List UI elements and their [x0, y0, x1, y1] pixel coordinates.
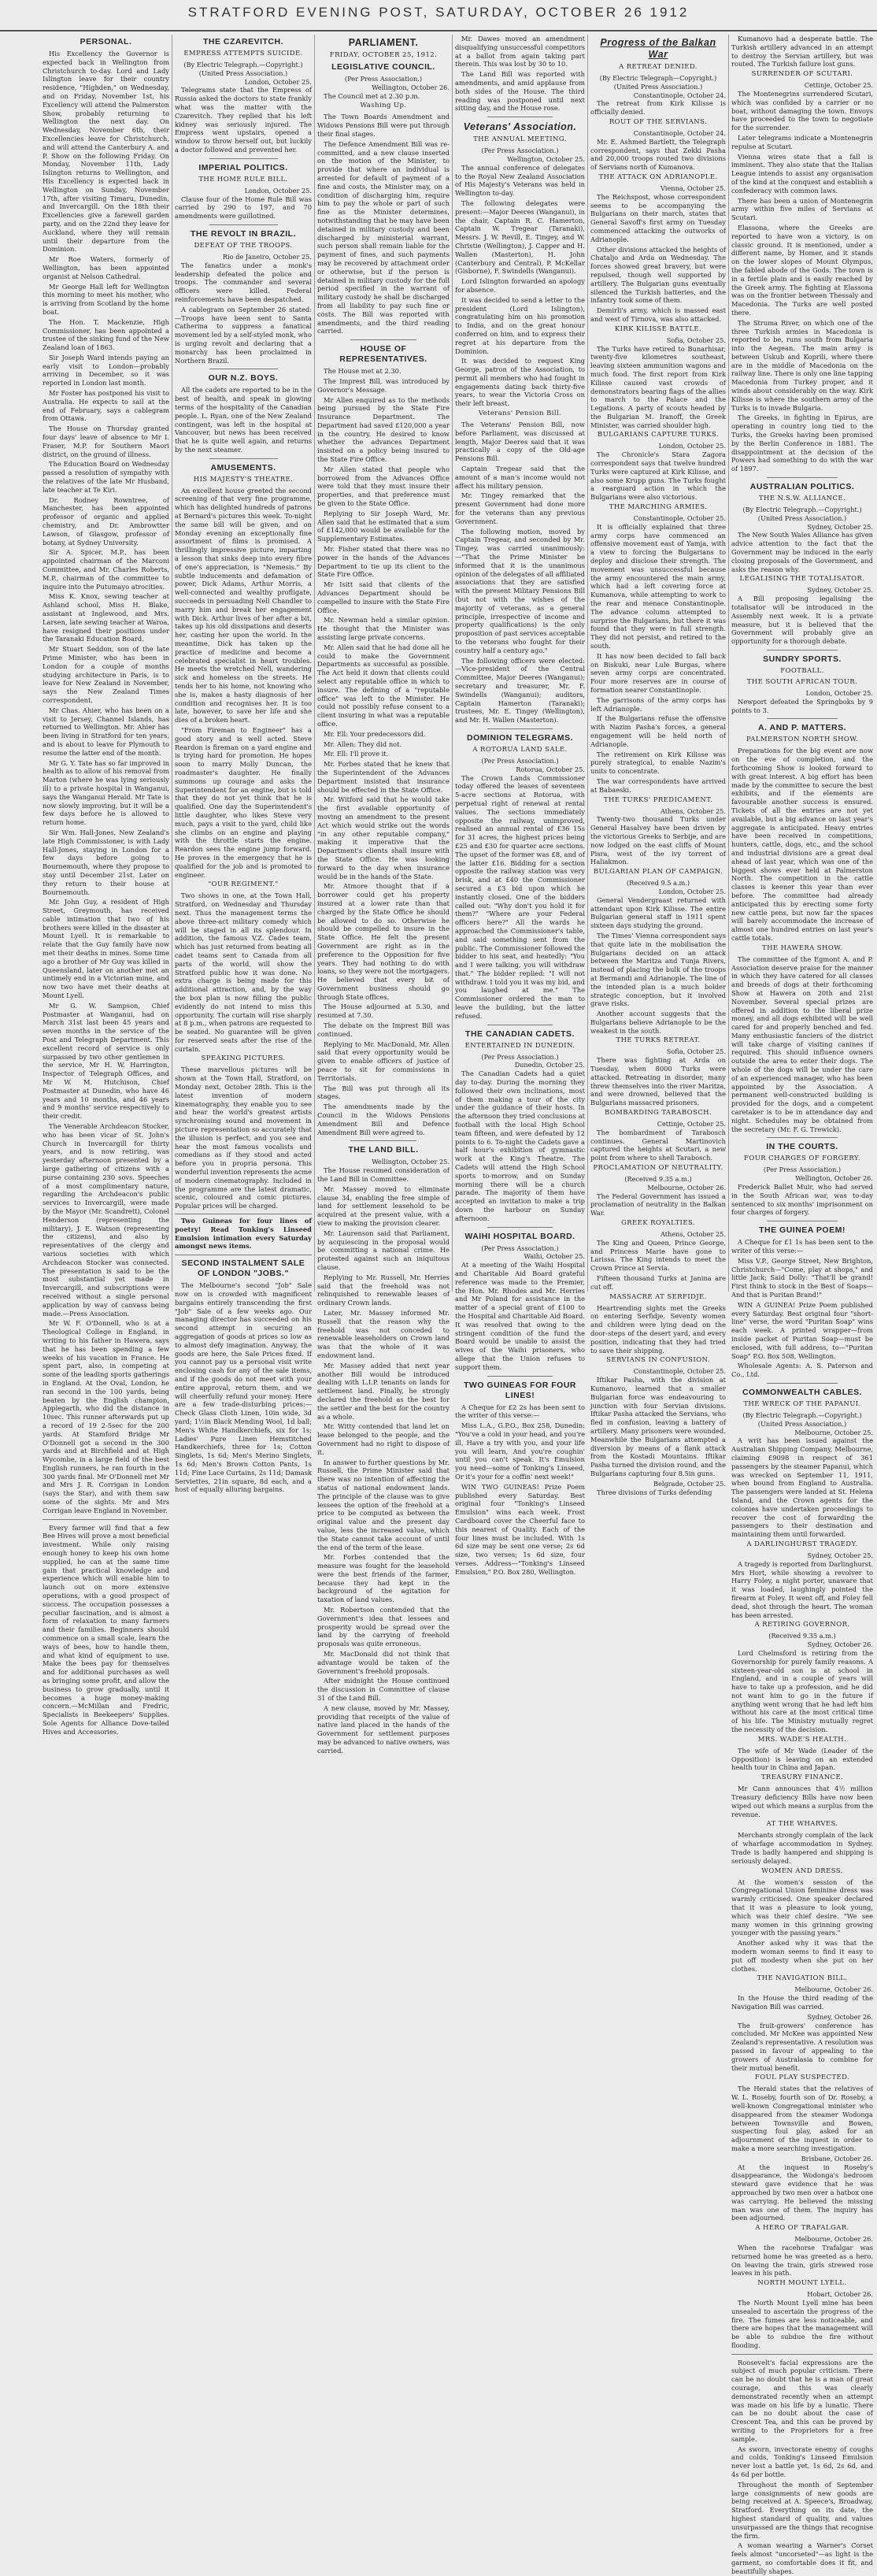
article-paragraph: Other divisions attacked the heights of Chataljo and Arda on Wednesday. The forces showed great bravery, but were repulsed, though well supported by artillery. The Bulgarian guns eventually silenced the Turkish batteries, and the infantry took some of them.	[590, 245, 726, 305]
article-paragraph: Fifteen thousand Turks at Janina are cut off.	[590, 1274, 726, 1291]
article-paragraph: A Bill proposing legalising the totalisator will be introduced in the Assembly next week. It is a private measure, but it is believed that the Government will probably give an opportunity for a thorough debate.	[731, 595, 873, 646]
article-paragraph: The Bill was put through all its stages.	[317, 1084, 450, 1101]
wire-credit: (By Electric Telegraph.—Copyright.) (United Press Association.)	[742, 506, 862, 522]
article-paragraph: A cablegram on September 26 stated:—Troops have been sent to Santa Catherina to suppress a fanatical movement led by a self-styled monk, who is urging revolt and declaring that a monarchy has been proclaimed in Northern Brazil.	[175, 305, 312, 365]
article-paragraph: Mr. Massey added that next year another Bill would be introduced dealing with L.I.P. tenants on lands for settlement land. Finally, he strongly declared the freehold as the best for the settler and the best for the country as a whole.	[317, 1361, 450, 1421]
section-heading-personal: PERSONAL.	[80, 37, 132, 46]
subheadline: THE HAWERA SHOW.	[762, 943, 842, 952]
dateline: Wellington, October 25.	[507, 154, 585, 163]
subheadline: THE ATTACK ON ADRIANOPLE.	[598, 172, 718, 181]
article-paragraph: Sir A. Spicer, M.P., has been appointed chairman of the Marconi Committee, and Mr. Charles Roberts, M.P., chairman of the committee to inquire into the Putumayo atrocities.	[43, 548, 169, 591]
article-paragraph: The following motion, moved by Captain Tregear, and seconded by Mr. Tingey, was carried unanimously:—"That the Prime Minister be informed that it is the unanimous opinion of the delegates of all affiliated associations that they are satisfied with the present Military Pensions Bill (but not with the wishes of the majority of veterans, as a general principle, irrespective of income and property qualifications) is the only proposition of past services acceptable to the veterans who fought for their country half a century ago."	[455, 527, 585, 654]
article-paragraph: Miss L.A., G.P.O., Box 258, Dunedin: "You've a cold in your head, and you're ill, Have a try with you, and your life you will learn, And you're coughin' until you can't speak. It's Emulsion you need—some of Tonking's Linseed, Or it's your for a coffin' next week!"	[455, 1421, 585, 1481]
article-paragraph: There was fighting at Arda on Tuesday, when 8000 Turks were attacked. Retreating in disorder, many threw themselves into the river Maritza, and were drowned, believed that the Bulgarians massacred prisoners.	[590, 1056, 726, 1107]
subheadline: GREEK ROYALTIES.	[621, 1219, 695, 1228]
article-paragraph: A writ has been issued against the Australian Shipping Company, Melbourne, claiming £9098 in respect of 361 passengers by the steamer Papanui, which was wrecked on September 11, 1911, when bound from England to Australia. The passengers were landed at St. Helena Island, and the Crown agents for the colonies have undertaken proceedings to recover the cost of forwarding the passengers to their destination and maintaining them until forwarded.	[731, 1436, 873, 1539]
dateline: London, October 25.	[805, 689, 873, 697]
article-paragraph: The Greeks, in fighting in Epirus, are operating in country long tied to the Turks, the Greeks having been promised by the Berlin Conference in 1881. The disappointment at the decision of the Powers had something to do with the war of 1897.	[731, 413, 873, 473]
article-paragraph: Mr. Allen said that he had done all he could to make the Government Departments as successful as possible. The Act held it down that clients could select any reputable office in which to insure. The defining of a "reputable office" was left to the Minister. He could not possibly refuse consent to a client insuring in what was a reputable office.	[317, 643, 450, 728]
subheadline: TREASURY FINANCE.	[760, 1774, 844, 1782]
headline-legislative-council: LEGISLATIVE COUNCIL.	[331, 62, 435, 72]
article-paragraph: Mr Allen stated that people who borrowed from the Advances Office were told that they must insure their properties, and that preference must be given to the State Office.	[317, 465, 450, 508]
headline-canadian-cadets: THE CANADIAN CADETS.	[465, 1029, 575, 1039]
dateline: Wellington, October 25.	[372, 1158, 450, 1166]
subheadline: AT THE WHARVES.	[766, 1820, 838, 1829]
article-paragraph: Replying to Mr. MacDonald, Mr. Allen said that every opportunity would be given to enable officers of justice of peace to sit for commissions in Territorials.	[317, 1040, 450, 1082]
wire-credit: (Received 9.5 a.m.)	[626, 879, 690, 888]
article-paragraph: Mr. Allen: They did not.	[324, 739, 402, 748]
subheadline: ENTERTAINED IN DUNEDIN.	[464, 1041, 575, 1050]
article-paragraph: Mr. Dawes moved an amendment disqualifying unsuccessful competitors at a ballot from again taking part therein. This was lost by 30 to 10.	[455, 35, 585, 69]
article-paragraph: The Council met at 2.30 p.m.	[324, 91, 420, 100]
article-paragraph: Mr. Witty contended that land let on lease belonged to the people, and the Government had no right to dispose of it.	[317, 1422, 450, 1456]
dateline: Sydney, October 26.	[807, 2012, 873, 2021]
article-paragraph: Replying to Sir Joseph Ward, Mr. Allen said that he estimated that a sum of £142,000 would be available for the Supplementary Estimates.	[317, 509, 450, 543]
subheadline: THE HOME RULE BILL.	[198, 175, 288, 183]
article-paragraph: Later telegrams indicate a Montenegrin repulse at Scutari.	[731, 133, 873, 150]
dateline: Constantinople, October 25.	[633, 514, 726, 523]
article-paragraph: A woman wearing a Warner's Corset feels almost "uncorseted"—as light is the garment, so comfortable does it fit, and beautifully shapes.	[731, 2541, 873, 2575]
article-paragraph: General Vendergraast returned with attendant upon Kirk Kilisse. The entire Bulgarian general staff in 1911 spent sixteen days studying the ground.	[590, 895, 726, 930]
dateline: Sydney, October 25.	[807, 1551, 873, 1559]
article-paragraph: The garrisons of the army corps has left Adrianople.	[590, 695, 726, 713]
divider	[767, 1383, 838, 1384]
divider	[209, 458, 278, 459]
article-paragraph: Mr. MacDonald did not think that advantage would be taken of the Government's freehold proposals.	[317, 1650, 450, 1675]
article-paragraph: Mr. Robertson contended that the Government's idea that lessees and prosperity would be spread over the land by the carrying of freehold proposals was quite erroneous.	[317, 1606, 450, 1648]
article-paragraph: The retreat from Kirk Kilisse is officially denied.	[590, 99, 726, 117]
wire-credit: (Per Press Association.)	[481, 1244, 559, 1252]
article-paragraph: Throughout the month of September large consignments of new goods are being received at A. Speece's, Broadway, Stratford. Everything on its date, the highest standard of quality, and values unsurpassed are the things that recognise the firm.	[731, 2480, 873, 2540]
article-paragraph: Two shows in one, at the Town Hall, Stratford, on Wednesday and Thursday next. Thus the management terms the above three-act military comedy which will be staged in all its splendour. In addition, the famous V.Z. Cades team, which has just returned from beating all cadet teams sent to Canada from all parts of the world, will show the Stratford public how it was done. No extra charge is being made for this additional attraction, and, by the way the box plan is now filling the public evidently do not intend to miss this opportunity. The curtain will rise sharply at 8 p.m., when patrons are requested to be seated. No guarantee will be given for reserved seats after the rise of the curtain.	[175, 891, 312, 1053]
article-paragraph: The retirement on Kirk Kilisse was purely strategical, to enable Nazim's units to concentrate.	[590, 750, 726, 776]
article-paragraph: The following officers were elected:—Vice-president of the Central Committee, Major Deeres (Wanganui); secretary and treasurer, Mr. F. Swindells (Wanganui); auditors, Captain Hamerton (Taranaki); trustees, Mr. E. Tingey (Wellington), and Mr. H. Wallen (Masterton).	[455, 656, 585, 725]
article-paragraph: Captain Tregear said that the amount of a man's income would not affect his military pension.	[455, 465, 585, 490]
article-paragraph: "From Fireman to Engineer" has a good story and is well acted. Steve Reardon is fireman on a yard engine and is trying hard for promotion. He hopes soon to marry Molly Duncan, the roadmaster's daughter. He finally summons up courage and asks the Superintendent for an engine, but is told that they do not yet think that he is qualified. One day the Superintendent's little daughter, who likes Steve very much, pays a visit to the yard, child like she climbs on an engine and playing with the throttle starts the engine. Reardon sees the engine jump forward. He proves in the emergency that he is qualified for the job and is promoted to engineer.	[175, 726, 312, 879]
article-paragraph: Sir Joseph Ward intends paying an early visit to London—probably arriving in December, so it was reported in London last month.	[43, 353, 169, 387]
dateline: Belgrade, October 25.	[653, 1479, 726, 1488]
headline-two-guineas: TWO GUINEAS FOR FOUR LINES!	[464, 1380, 576, 1400]
article-paragraph: The Chronicle's Stara Zagora correspondent says that twelve hundred Turks were captured at Kirk Kilisse, and also some Krupp guns. The Turks fought a rearguard action in which the Bulgarians were also victorious.	[590, 450, 726, 502]
wire-credit: (By Electric Telegraph.—Copyright.) (United Press Association.)	[183, 61, 303, 77]
dateline: Sofia, October 25.	[666, 335, 726, 344]
article-paragraph: The committee of the Egmont A. and P. Association deserve praise for the manner in which they have catered for all classes and breeds of dogs at their forthcoming Show at Hawera on 20th and 21st November. Several special prizes are offered in addition to the liberal prize money, and all dogs exhibited will be well cared for and properly benched and fed. Many enthusiastic fanciers of the district will take charge of visiting canines if required. This should influence owners outside the area to enter their dogs. The whole of the dogs will be under the care of an experienced manager, who has been appointed by the Association. A permanent well-constructed building is provided for the dogs, and a competent caretaker is to be in attendance day and night. Schedules may be obtained from the secretary (Mr. F. G. Trewick).	[731, 954, 873, 1133]
wire-credit: (Per Press Association.)	[344, 75, 423, 83]
dateline: Dunedin, October 25.	[514, 1061, 585, 1069]
headline-parliament: PARLIAMENT.	[348, 37, 419, 48]
article-paragraph: The annual conference of delegates to the Royal New Zealand Association of His Majesty's Veterans was held in Wellington to-day.	[455, 163, 585, 198]
dateline: Sofia, October 25.	[666, 1047, 726, 1056]
dateline: London, October 25.	[658, 887, 726, 895]
subheadline: MASSACRE AT SERFIDJE.	[609, 1292, 707, 1301]
article-paragraph: WIN TWO GUINEAS! Prize Poem published every Saturday. Best original four "Tonking's Linseed Emulsion" wins each week. Frost Cardboard cover the Cheerful face to this nearest of Quality. Each of the four lines must be included. With 1s 6d size may be sent one verse; 2s 6d size, two verses; 1s 6d size, four verses. Address—"Tonking's Linseed Emulsion," P.O. Box 280, Wellington.	[455, 1482, 585, 1576]
article-paragraph: His Excellency the Governor is expected back in Wellington from Christchurch to-day. Lord and Lady Islington leave for their country residence, "Highden," on Wednesday, and on Friday, November 1st, his Excellency will attend the Palmerston Show, probably returning to Wellington the next day. On Wednesday, November 6th, their Excellencies leave for Christchurch, and will attend the Canterbury A. and P. Show on the following Friday. On Monday, November 11th, Lady Islington returns to Wellington, and His Excellency is expected back in Wellington on Sunday, November 17th, after visiting Timaru, Dunedin, and Invercargill. On the 18th their Excellencies give a farewell garden party, and on the 22nd they leave for Auckland, where they will remain until their departure from the Dominion.	[43, 50, 169, 254]
article-paragraph: The Hon. T. Mackenzie, High Commissioner, has been appointed a trustee of the sinking fund of the New Zealand loan of 1863.	[43, 317, 169, 352]
subheadline: LEGALISING THE TOTALISATOR.	[739, 575, 865, 584]
wire-credit: (Received 9.35 a.m.)	[768, 1632, 836, 1640]
divider	[209, 158, 278, 159]
article-paragraph: Mr. John Guy, a resident of High Street, Greymouth, has received cable intimation that two of his brothers were killed in the disaster at Mount Lyell. It is remarkable to relate that the Guy family have now met their deaths in mines. Some time ago a brother of Mr Guy was killed in Queensland, later on another met an untimely end in a Victorian mine, and now two have met their deaths at Mount Lyell.	[43, 898, 169, 1000]
dateline: London, October 25.	[658, 442, 726, 450]
dateline: Brisbane, October 26.	[801, 2154, 873, 2163]
article-paragraph: The debate on the Imprest Bill was continued.	[317, 1021, 450, 1038]
dateline: Cettinje, October 25.	[804, 81, 873, 90]
wire-credit: (Per Press Association.)	[481, 146, 559, 155]
article-paragraph: Lord Chelmsford is retiring from the Governorship for purely family reasons. A sixteen-year-old son is at school in England, and in a couple of years will have to take up a profession, and he did not want him to go in the future if anything went wrong that he had left him without his care at the most critical time of his life. The Ministry mutually regret the necessity of the decision.	[731, 1648, 873, 1734]
subheadline: A RETIRING GOVERNOR.	[754, 1621, 850, 1629]
dateline: Melbourne, October 26.	[794, 1985, 873, 1994]
wire-credit: (Per Press Association.)	[481, 1052, 559, 1061]
article-paragraph: The Imprest Bill, was introduced by Governor's Message.	[317, 376, 450, 394]
subheadline: A ROTORUA LAND SALE.	[472, 745, 568, 754]
column-rule	[728, 35, 729, 1292]
article-paragraph: Roosevelt's facial expressions are the subject of much popular criticism. There can be no doubt that he is a man of great courage, and this was clearly demonstrated recently when an attempt was made on his life by a lunatic. There can be no doubt about the case of Crescent Tea, and this can be proved by writing to the Proprietors for a free sample.	[731, 2358, 873, 2443]
headline-balkan-war: Progress of the Balkan War	[600, 37, 716, 60]
headline-a-and-p-matters: A. AND P. MATTERS.	[757, 723, 847, 733]
article-paragraph: The King and Queen, Prince George, and Princess Marie have gone to Larissa. The King intends to meet the Crown Prince at Servia.	[590, 1238, 726, 1273]
article-paragraph: Mr. Forbes contended that the measure was fought for the leasehold were the best friends of the farmer, because they had kept in the background of the agitation for taxation of land values.	[317, 1553, 450, 1604]
article-paragraph: The Federal Government has issued a proclamation of neutrality in the Balkan War.	[590, 1192, 726, 1218]
article-paragraph: Replying to Mr. Russell, Mr. Herries said that the freehold was not relinquished to renewable leases of ordinary Crown lands.	[317, 1273, 450, 1307]
article-paragraph: The House on Thursday granted four days' leave of absence to Mr I. Fraser, M.P. for Southern Maori district, on the ground of illness.	[43, 424, 169, 458]
article-paragraph: Mr. E. Ashmed Bartlett, the Telegraph correspondent, says that Zekki Pasha and 20,000 troops routed two divisions of Servians north of Kumanova.	[590, 137, 726, 172]
article-paragraph: The House resumed consideration of the Land Bill in Committee.	[317, 1166, 450, 1184]
article-paragraph: The fanatics under a monk's leadership defeated the police and troops. The commander and several officers were killed. Federal reinforcements have been despatched.	[175, 261, 312, 303]
subheadline: FOUR CHARGES OF FORGERY.	[744, 1155, 860, 1163]
divider	[767, 1137, 838, 1138]
dateline: London, October 25.	[244, 186, 312, 195]
subheadline: THE ANNUAL MEETING.	[473, 135, 567, 144]
article-paragraph: The amendments made by the Council in the Widows Pensions Amendment Bill and Defence Amendment Bill were agreed to.	[317, 1103, 450, 1136]
subheadline: THE WRECK OF THE PAPANUI.	[743, 1399, 861, 1408]
headline-imperial-politics: IMPERIAL POLITICS.	[198, 162, 288, 172]
headline-land-bill: THE LAND BILL.	[348, 1145, 419, 1155]
article-paragraph: A Cheque for £1 1s has been sent to the writer of this verse:—	[731, 1238, 873, 1255]
article-paragraph: Mr Chas. Ahier, who has been on a visit to Jersey, Channel Islands, has returned to Wellington. Mr. Ahier has been living in Stratford for ten years, and is about to leave for Plymouth to resume the latter end of the month.	[43, 706, 169, 757]
divider	[350, 339, 416, 340]
subheadline: A DARLINGHURST TRAGEDY.	[746, 1540, 858, 1548]
advertisement-two-guineas	[175, 1214, 312, 1255]
article-paragraph: Mr Cann announces that 4½ million Treasury deficiency Bills have now been wiped out which means a surplus from the revenue.	[731, 1785, 873, 1818]
article-paragraph: When the racehorse Trafalgar was returned home he was greeted as a hero. On leaving the train, girls strewed rose leaves in his path.	[731, 2243, 873, 2278]
subheadline: MRS. WADE'S HEALTH.	[757, 1735, 847, 1744]
article-paragraph: The Melbourne's second "Job" Sale now on is crowded with magnificent bargains entirely transcending the first "Job" Sale of a few weeks ago. Our managing director has succeeded on his second attempt in securing an aggregation of goods at prices so low as to almost defy imagination. Anyway, the goods are here, the Sale Prices fixed. If you cannot pay us a personal visit write enclosing cash for any of the sale items, and if the goods do not meet with your entire approval, return them, and we will cheerfully refund your money. Here are a few trade-disturbing prices:—Check Glass Cloth Linen, 10in wide, 3d yard; 1½in Black Mending Wool, 1d ball; Men's White Handkerchiefs, six for 1s; Ladies' Pure Linen Hemstitched Handkerchiefs, three for 1s; Cotton Singlets, 1s 6d; Men's Merino Singlets, 1s 6d; Men's Brown Cotton Pants, 1s 11d; Fine Lace Curtains, 2s 11d; Damask Serviettes, 21in square, 8d each, and a host of equally alluring bargains.	[175, 1281, 312, 1494]
article-paragraph: Newport defeated the Springboks by 9 points to 3.	[731, 697, 873, 714]
article-paragraph: It has now been decided to fall back on Biskuki, near Lule Burgas, where seven army corps are concentrated. Four more reserves are in course of formation nearer Constantinople.	[590, 651, 726, 694]
subheadline: THE TURKS RETREAT.	[616, 1036, 701, 1045]
headline-sundry-sports: SUNDRY SPORTS.	[763, 654, 842, 664]
article-paragraph: An excellent house greeted the second screening of that very fine programme, which has delighted hundreds of patrons at Bernard's pictures this week. To-night the same bill will be given, and on Monday evening an exceptionally fine assortment of films is promised. A thrillingly impressive picture, imparting a lesson that sinks deep into every fibre of one's appreciation, is "Nemesis." By subtle inducements and defamation of power, Dick Adams, Arthur Morris, a well-connected and wealthy profligate, succeeds in persuading Nell Chandler to marry him and break her engagement with Dick. Arthur lives of her after a bit, takes up his old dissipations and deserts her, casting her upon the world. In the meantime, Dick has taken up the practice of medicine and become a celebrated specialist in heart troubles. He meets the wretched Nell, wandering sick and homeless on the streets. He tends her to his home, not knowing who she is, makes a hasty diagnosis of her condition and recognises her. It is too late, however, to save her life and she dies of a broken heart.	[175, 486, 312, 725]
divider	[43, 1519, 169, 1520]
subheadline: SURRENDER OF SCUTARI.	[751, 70, 853, 79]
article-paragraph: Another account suggests that the Bulgarians believe Adrianople to be the weakest in the south.	[590, 1010, 726, 1035]
article-paragraph: The Times' Vienna correspondent says that quite late in the mobilisation the Bulgarians decided on an attack between the Maritza and Tunja Rivers, instead of placing the bulk of the troops at Bermandi and Adrianople. The line of the intended plan is a much bolder strategic conception, but it involved grave risks.	[590, 931, 726, 1008]
wire-credit: (Received 9.35 a.m.)	[624, 1175, 692, 1184]
article-paragraph: It was decided to send a letter to the president (Lord Islington), congratulating him on his promotion to India, and on the great honour conferred on him, and to express their regret at his departure from the Dominion.	[455, 295, 585, 355]
article-paragraph: The Land Bill was reported with amendments, and amid applause from both sides of the House. The third reading was postponed until next sitting day, and the House rose.	[455, 70, 585, 113]
article-paragraph: The Reichspost, whose correspondent seems to be accompanying the Bulgarians on their march, states that General Savoff's first army on Tuesday commenced attacking the outworks of Adrianople.	[590, 192, 726, 243]
subheadline: "OUR REGIMENT."	[208, 880, 279, 889]
article-paragraph: It was decided to request King George, patron of the Association, to permit all members who had fought in engagements dating back thirty-five years, to wear the Victoria Cross on their left breast.	[455, 357, 585, 408]
article-paragraph: Mr. Ell: I'll prove it.	[324, 750, 389, 758]
subheadline: A HERO OF TRAFALGAR.	[755, 2224, 849, 2233]
article-paragraph: In answer to further questions by Mr. Russell, the Prime Minister said that there was no intention of affecting the status of national endowment lands. The principle of the clause was to give lessees the option of the freehold at a price to be computed as between the original value and the present day value, less the increased value, which the State cannot take account of until the end of the term of the lease.	[317, 1458, 450, 1551]
article-paragraph: Mr. Witford said that he would take the first available opportunity of moving an amendment to the present Act which would strike out the words "in any other reputable company," making it imperative that the Department's clients shall insure with the State Office. He was looking forward to the day when insurance would be in the hands of the State.	[317, 795, 450, 880]
article-paragraph: Later, Mr. Massey informed Mr. Russell that the reason why the freehold was not conceded to renewable leaseholders on Crown land was that the whole of it was endowment land.	[317, 1308, 450, 1359]
article-paragraph: Mr. Forbes stated that he knew that the Superintendent of the Advances Department insisted that insurance should be effected in the State Office.	[317, 760, 450, 794]
dateline: London, October 25.	[244, 77, 312, 86]
article-paragraph: Miss K. Knox, sewing teacher at Ashland school, Miss H. Blake, assistant at Inglewood, and Mrs. Larsen, late sewing teacher at Waroa, have resigned their positions under the Taranaki Education Board.	[43, 592, 169, 643]
wire-credit: (Per Press Association.)	[481, 756, 559, 765]
dateline: Melbourne, October 26.	[647, 1183, 726, 1192]
dateline: Vienna, October 25.	[660, 183, 726, 192]
subheadline: Veterans' Pension Bill.	[478, 410, 562, 418]
subheadline: BULGARIANS CAPTURE TURKS.	[597, 431, 720, 439]
article-paragraph: A Cheque for £2 2s has been sent to the writer of this verse:—	[455, 1403, 585, 1420]
article-paragraph: Mr. Tingey remarked that the present Government had done more for the veterans than any previous Government.	[455, 491, 585, 525]
subheadline: BULGARIAN PLAN OF CAMPAIGN.	[593, 868, 723, 877]
headline-nz-boys: OUR N.Z. BOYS.	[208, 373, 279, 384]
column-2	[175, 35, 312, 1494]
subheadline: HIS MAJESTY'S THEATRE.	[193, 475, 294, 484]
masthead: STRATFORD EVENING POST, SATURDAY, OCTOBER 26 1912	[187, 5, 690, 20]
article-paragraph: The Canadian Cadets had a quiet day to-day. During the morning they followed their own inclinations, most of them making a tour of the city under the guidance of their hosts. In the afternoon they tried conclusions at football with the local High School team fifteen, and were defeated by 12 points to 6. To-night the Cadets gave a half hour's exhibition of gymnastic work at the King's Theatre. The Cadets will attend the High School sports to-morrow, and on Sunday morning there will be a church parade. The majority of them have accepted an invitation to make a trip down the harbour on Sunday afternoon.	[455, 1069, 585, 1222]
article-paragraph: The Herald states that the relatives of W. L. Roseby, fourth son of Dr. Roseby, a well-known Congregational minister who disappeared from the steamer Wodonga between Townsville and Bowen, suspecting foul play, asked for an adjournment of the inquest in order to make a more searching investigation.	[731, 2085, 873, 2152]
subheadline: DEFEAT OF THE TROOPS.	[194, 241, 293, 250]
column-1	[43, 35, 169, 1736]
article-paragraph: Clause four of the Home Rule Bill was carried by 290 to 197, and 70 amendments were guillotined.	[175, 195, 312, 221]
article-paragraph: Mr. Atmore thought that if a borrower could get his property insured at a lower rate than that charged by the State Office he should be allowed to do so. Otherwise he should be compelled to insure in the State Office. He felt the present Government are right as in the preference to the Opposition for five years. They had nothing to do with loans, so they were not the mortgagers. He believed that every bit of Government business should go through State offices.	[317, 882, 450, 1001]
article-paragraph: Wholesale Agents: A. S. Paterson and Co., Ltd.	[731, 1362, 873, 1379]
divider	[731, 2354, 873, 2355]
advertisement-bee-hives: Every farmer will find that a few Bee Hives will prove a most beneficial investment. While only raising enough honey to keep his own home supplied, he can at the same time gain that practical knowledge and experience which will enable him to launch out on more extensive operations, with a good prospect of success. The occupation possesses a peculiar fascination, and is almost a form of relaxation to many farmers and their families. Beginners should commence on a small scale, learn the ways of bees, how to handle them, and what kind of equipment to use. Make the bees pay for themselves and for additional purchases as well as bringing some profit, and allow the business to grow gradually, until it becomes a huge money-making concern.—McMillan and Fredric, Specialists in Beekeepers' Supplies. Sole Agents for Alliance Dove-tailed Hives and Accessories.	[43, 1523, 169, 1736]
headline-waihi-hospital: WAIHI HOSPITAL BOARD.	[464, 1231, 575, 1241]
subheadline: SERVIANS IN CONFUSION.	[606, 1356, 710, 1365]
article-paragraph: Heartrending sights met the Greeks on entering Serfidje. Seventy women and children were lying dead on the door-steps of the desert yard, and every position, indicating that they had tried to save their shipping.	[590, 1303, 726, 1355]
dateline: Constantinople, October 24.	[633, 91, 726, 99]
article-paragraph: A tragedy is reported from Darlinghurst. Mrs Hort, while showing a revolver to Harry Foley, a night porter, unaware that it was loaded, laughingly pointed the firearm at Foley. It went off, and Foley fell dead, shot through the heart. The woman has been arrested.	[731, 1559, 873, 1619]
article-paragraph: Elassona, where the Greeks are reported to have won a victory, is on classic ground. It is mentioned, under a different name, by Homer, and it stands on the lower slopes of Mount Olympus, the fabled abode of the Gods. The town is in a fertile plain and is easily reached by the Greek army. The fighting at Elassona was on the frontier between Thessaly and Macedonia. The Turks are well posted there.	[731, 223, 873, 317]
article-paragraph: The Education Board on Wednesday passed a resolution of sympathy with the relatives of the late Mr Husband, late teacher at Te Kiri.	[43, 460, 169, 494]
article-paragraph: The Crown Lands Commissioner today offered the leases of seventeen 5-acre sections at Rotorua, with perpetual right of renewal at rental values. The sections immediately opposite the railway, unimproved, realised an annual rental of £36 15s for 31 acres, the highest prices being £25 and £30 for quarter acre sections. The upset of the former was £8, and of the latter £16. Bidding for a section opposite the railway station was very brisk, and at £40 the Commissioner secured a £3 bid upon which he instantly closed. One of the bidders called out: "Why don't you hold it for them?" "Where are your Federal officers here?" All the wards he approached the Commissioner's table, and said something sent from the public. The Commissioner followed the bidder to his seat, and heatedly: "You and I were talking, you will withdraw that." The bidder replied: "I will not withdraw. I told you it was my bid, and you laughed at me." The Commissioner ordered the man to leave the building, but the latter refused.	[455, 773, 585, 1020]
headline-amusements: AMUSEMENTS.	[210, 462, 276, 473]
article-paragraph: Mr Roe Waters, formerly of Wellington, has been appointed organist at Nelson Cathedral.	[43, 255, 169, 280]
article-paragraph: Three divisions of Turks defending	[597, 1488, 712, 1496]
article-paragraph: As sworn, invectorate enemy of coughs and colds, Tonking's Linseed Emulsion never lost a battle yet. 1s 6d, 2s 6d, and 4s 6d per bottle.	[731, 2444, 873, 2479]
article-paragraph: Merchants strongly complain of the lack of wharfage accommodation in Sydney. Trade is badly hampered and shipping is seriously delayed.	[731, 1831, 873, 1865]
column-5	[590, 35, 726, 1496]
dateline: Athens, October 25.	[661, 1230, 726, 1239]
subheadline: KIRK KILISSE BATTLE.	[614, 324, 702, 333]
article-paragraph: Lord Islington forwarded an apology for absence.	[455, 277, 585, 294]
headline-in-the-courts: IN THE COURTS.	[766, 1142, 838, 1152]
subheadline: FOOTBALL.	[780, 667, 824, 675]
headline-london-jobs: SECOND INSTALMENT SALE OF LONDON "JOBS."	[181, 1258, 305, 1279]
divider	[767, 477, 838, 478]
subheadline: WOMEN AND DRESS.	[761, 1866, 843, 1875]
subheadline: FOUL PLAY SUSPECTED.	[754, 2074, 850, 2082]
divider	[209, 224, 278, 225]
article-paragraph: Miss V.P., George Street, New Brighton, Christchurch—"Come, play at shops," and little Jack; Said Dolly: "That'll be grand! First think to stock in the Best of Soaps—And that is Puritan Brand!"	[731, 1256, 873, 1299]
headline-commonwealth-cables: COMMONWEALTH CABLES.	[742, 1387, 863, 1397]
subheadline: PROCLAMATION OF NEUTRALITY.	[593, 1164, 723, 1173]
article-paragraph: WIN A GUINEA! Prize Poem published every Saturday. Best original four "short-line" verse, the word "Puritan Soap" wins each week. A printed wrapper—from inside packet of Puritan Soap—must be enclosed, with full address, to—"Puritan Soap" P.O. Box 508, Wellington.	[731, 1300, 873, 1360]
headline-dominion-telegrams: DOMINION TELEGRAMS.	[467, 732, 573, 743]
dateline: Constantinople, October 25.	[633, 1367, 726, 1376]
article-paragraph: If the Bulgarians refuse the offensive with Nazim Pasha's forces, a general engagement will be held north of Adrianople.	[590, 714, 726, 748]
column-rule	[314, 35, 315, 1292]
headline-house-representatives: HOUSE OF REPRESENTATIVES.	[339, 344, 427, 365]
article-paragraph: The House adjourned at 5.30, and resumed at 7.30.	[317, 1003, 450, 1020]
column-3	[317, 35, 450, 1755]
article-paragraph: Vienna wires state that a fall is imminent. They also state that the Italian League intends to assist any organisation of the kind at the conquest and establish a confederacy with common laws.	[731, 152, 873, 195]
article-paragraph: The following delegates were present:—Major Deeres (Wanganui), in the chair, Captain R. C. Hamerton, Captain W. Tregear (Taranaki), Messrs. J. W. Revill, E. Tingey, and W. Christie (Wellington), J. Capper and H. Wallen (Masterton), H. John (Canterbury and Central), P. McKellar (Gisborne), F. Swindells (Wanganui).	[455, 198, 585, 276]
subheadline: THE N.S.W. ALLIANCE.	[758, 495, 846, 503]
subheadline: NORTH MOUNT LYELL.	[757, 2279, 847, 2288]
dateline: Cettinje, October 25.	[657, 1120, 726, 1129]
headline-veterans-association: Veterans' Association.	[463, 121, 577, 133]
article-paragraph: These marvellous pictures will be shown at the Town Hall, Stratford, on Monday next, October 28th. This is the latest invention of modern kinematography, they enable you to see and hear the world's greatest artists synchronising sound and movement in picture representation so accurately that the illusion is perfect, and you see and hear the most famous vocalists and comedians as if they stood and acted before you in propria persona. This wonderful invention represents the acme of modern cinematography. Included in the programme are the latest dramatic, scenic, coloured and comic pictures. Popular prices will be charged.	[175, 1066, 312, 1210]
dateline: Sydney, October 25.	[807, 586, 873, 595]
article-paragraph: The Veterans' Pension Bill, now before Parliament, was discussed at length, Major Deeres said that it was practically a copy of the Old-age Pensions Bill.	[455, 421, 585, 463]
subheadline: ROUT OF THE SERVIANS.	[609, 117, 708, 126]
dateline: Constantinople, October 24.	[633, 128, 726, 137]
headline-australian-politics: AUSTRALIAN POLITICS.	[749, 482, 855, 492]
article-paragraph: The bombardment of Tarabosch continues. General Martinovich captured the heights at Scutari, a new point from where to shell Tarabosch.	[590, 1128, 726, 1162]
subheadline: Washing Up.	[360, 102, 407, 110]
article-paragraph: Another asked why it was that the modern woman seems to find it easy to put off modesty when she put on her clothes.	[731, 1939, 873, 1973]
article-paragraph: Mr Foster has postponed his visit to Australia. He expects to sail at the end of February, says a cablegram from Ottawa.	[43, 389, 169, 423]
subheadline: SPEAKING PICTURES.	[201, 1054, 286, 1063]
article-paragraph: The war correspondents have arrived at Babaeski.	[590, 777, 726, 794]
subheadline: THE TURKS' PREDICAMENT.	[603, 795, 713, 804]
article-paragraph: Mr. Newman held a similar opinion. He thought that the Minister was assisting large private concerns.	[317, 616, 450, 642]
article-paragraph: At the inquest in Roseby's disappearance, the Wodonga's bedroom steward gave evidence that he was approached by two men over a hatbox one was carrying. He believed the missing man was one of them. The inquiry has been adjourned.	[731, 2163, 873, 2222]
article-paragraph: The Turks have retired to Bunarhisar, twenty-five kilometres southeast, leaving sixteen ammunition wagons and much food. The first report from Kirk Kilisse caused vast crowds of demonstrators bearing flags of the allies to march to the Palace and the Legations. A party of scouts headed by the Bulgarian M. Iranoff, the Greek Minister, was carried shoulder high.	[590, 344, 726, 429]
article-paragraph: After midnight the House continued the discussion in Committee of clause 31 of the Land Bill.	[317, 1677, 450, 1703]
wire-credit: (Per Press Association.)	[763, 1166, 842, 1174]
article-paragraph: In the House the third reading of the Navigation Bill was carried.	[731, 1994, 873, 2011]
article-paragraph: At the women's session of the Congregational Union feminine dress was warmly criticised. One speaker declared that it was a pleasure to look young, which was their chief desire. "We see many women in this grinning growing younger with the passing years."	[731, 1877, 873, 1937]
article-paragraph: The Defence Amendment Bill was re-committed, and a new clause inserted on the motion of the Minister, to provide that where an individual is arrested for default of payment of a fine and costs, the Minister may, on a condition of discharging him, require him to pay the whole or part of such fine as the Minister determines, notwithstanding that he may have been detained in military custody and been discharged by ministerial warrant, such person shall remain liable for the payment of fines, and such payments may be recovered by attachment order or otherwise, but if the person is detained in military custody for the full period specified in the warrant of military custody he shall be discharged from all liability to pay such fine or costs. The Bill was reported with amendments, and the third reading carried.	[317, 139, 450, 335]
article-paragraph: Mr. Massey moved to eliminate clause 34, enabling the free simple of land for settlement leasehold to be acquired at the present value, with a view to making the provision clearer.	[317, 1184, 450, 1228]
article-paragraph: Mr G. W. Sampson, Chief Postmaster at Wanganui, had on March 31st last been 45 years and seven months in the service of the Post and Telegraph Department. This excellent record of service is only surpassed by two other gentlemen in the service, Mr H. W. Harrington, Inspector of Telegraph Offices, and Mr W. M. Hutchison, Chief Postmaster at Dunedin, who have 46 years and 10 months, and 46 years and 9 months' service respectively to their credit.	[43, 1001, 169, 1121]
article-paragraph: The fruit-growers' conference has concluded. Mr McKee was appointed New Zealand's representative. A resolution was passed in favour of appealing to the growers of Australasia to combine for their mutual benefit.	[731, 2021, 873, 2072]
column-rule	[587, 35, 588, 1292]
dateline: Melbourne, October 26.	[794, 2235, 873, 2244]
headline-czarevitch: THE CZAREVITCH.	[203, 37, 283, 46]
dateline: Waihi, October 25.	[524, 1252, 585, 1261]
article-paragraph: Kumanovo had a desperate battle. The Turkish artillery advanced in an attempt to destroy the Servian artillery, but was routed. The Turkish failure lost guns.	[731, 35, 873, 69]
masthead-rule	[0, 30, 877, 32]
headline-guinea-poem: THE GUINEA POEM!	[759, 1225, 846, 1236]
article-paragraph: Mr Isitt said that clients of the Advances Department should be compelled to insure with the State Fire Office.	[317, 580, 450, 614]
column-4	[455, 35, 585, 1576]
article-paragraph: The Montenegrins surrendered Scutari, which was confided by a carrier or no boat, without damaging the town. Envoys have proceeded to the town to negotiate for the surrender.	[731, 89, 873, 132]
dateline: Wellington, October 26.	[372, 83, 450, 91]
article-paragraph: Demirli's army, which is massed east and west of Tirnova, was also attacked.	[590, 306, 726, 323]
wire-credit: (By Electric Telegraph.—Copyright.) (United Press Association.)	[742, 1410, 862, 1428]
divider	[487, 728, 553, 729]
dateline: Rio de Janeiro, October 25.	[222, 252, 312, 261]
article-paragraph: It is officially explained that three army corps have commenced an offensive movement east of Yamja, with a view to forcing the Bulgarians to deploy and disclose their strength. The movement was unsuccessful because the army encountered the main army, which had a left covering force at Kumanova, while attempting to work to the rear and menace Constantinople. The advance column attempted to surprise the Bulgarians, but there it was found that they were in full strength. They did not persist, and retired to the south.	[590, 522, 726, 650]
article-paragraph: Iftikar Pasha, with the division at Kumanovo, learned that a smaller Bulgarian force was endeavouring to junction with four Servian divisions. Iftikar Pasha attacked the Servians, who fled in confusion, leaving a battery of artillery. Many prisoners were wounded. Meanwhile the Bulgarians attempted a diversion by means of a flank attack from the Kostadi Mountains. Iftikar Pasha turned the division round, and the Bulgarians capturing four 8.5in guns.	[590, 1376, 726, 1477]
dateline: Wellington, October 26.	[795, 1174, 873, 1183]
article-paragraph: Mr W. F. O'Donnell, who is at a Theological College in England, in writing to his father in Hawera, says that he has been spending a few weeks of his vacation in France. He spent part, also, in competing at some of the leading sports gatherings in England. At the Oval, London, he ran second in the 100 yards, being beaten by the English champion, Applegarth, who did the distance in 10sec. This runner afterwards put up a record of 19 2-5sec for the 200 yards. At Stamford Bridge Mr O'Donnell got a second in the 300 yards and at Birchfield and at High Wycombe, in a large field of the best English runners, he ran fourth in the 300 yards final. Mr O'Donnell met Mr and Mrs J. R. Corrigan in London (says the Star), and with them saw some of the sights. Mr and Mrs Corrigan leave England in November.	[43, 1319, 169, 1514]
article-paragraph: The Struma River, on which one of the three Turkish armies in Macedonia is reported to be, runs south from Bulgaria into the Aegean. The main army is between Uskub and Koprili, where there are in the middle of Macedonia on the railway line. There is only one line tapping Macedonia from Turkey proper, and it winds about considerably on the way. Kirk Kilisse is where the southern army of the Turks is to invade Bulgaria.	[731, 318, 873, 412]
subheadline: THE NAVIGATION BILL.	[757, 1974, 848, 1983]
ad-text: Two Guineas for four lines of poetry! Read Tonking's Linseed Emulsion intimation every Saturday amongst news items.	[175, 1217, 312, 1251]
article-paragraph: Mr. Ell: Your predecessors did.	[324, 729, 426, 738]
dateline: Sydney, October 25.	[807, 522, 873, 531]
subheadline: A RETREAT DENIED.	[619, 63, 698, 71]
article-paragraph: Mr. Fisher stated that there was no power in the hands of the Advances Department to tie up its client to the State Fire Office.	[317, 545, 450, 579]
article-paragraph: All the cadets are reported to be in the best of health, and speak in glowing terms of the hospitality of the Canadian people. L. Ryan, one of the New Zealand contingent, was left in the hospital at Vancouver, but news has been received that he is quite well again, and returns by the next steamer.	[175, 386, 312, 454]
divider	[487, 1227, 553, 1228]
article-paragraph: Telegrams state that the Empress of Russia asked the doctors to state frankly what was the matter with the Czarevitch. They replied that his left kidney was seriously injured. The Empress went upstairs, opened a window to throw herself out, but luckily a doctor followed and prevented her.	[175, 86, 312, 154]
article-paragraph: Dr. Rodney Rowntree, of Manchester, has been appointed professor of organic and applied chemistry, and Dr. Ambrowtter Lawson, of Glasgow, professor of botany, at Sydney University.	[43, 495, 169, 547]
article-paragraph: The North Mount Lyell mine has been unsealed to ascertain the progress of the fire. The fumes are less noticeable, and there are hopes that the management will be able to subdue the fire without flooding.	[731, 2298, 873, 2349]
article-paragraph: The Town Boards Amendment and Widows Pensions Bill were put through their final stages.	[317, 113, 450, 138]
subheadline: EMPRESS ATTEMPTS SUICIDE.	[183, 50, 303, 57]
dateline: Athens, October 25.	[661, 806, 726, 815]
headline-revolt-brazil: THE REVOLT IN BRAZIL.	[191, 228, 296, 239]
subheadline: THE MARCHING ARMIES.	[609, 503, 708, 512]
dateline: Rotorua, October 25.	[516, 765, 585, 773]
dateline: Sydney, October 26.	[807, 1640, 873, 1649]
article-paragraph: The wife of Mr Wade (Leader of the Opposition) is leaving on an extended health tour in China and Japan.	[731, 1746, 873, 1772]
article-paragraph: Mr G. Y. Tate has so far improved in health as to allow of his removal from Marton (where he was lying seriously ill) to a private hospital in Wanganui, says the Wanganui Herald. Mr Tate is now slowly improving, but it will be a few days before he is allowed to return home.	[43, 758, 169, 827]
divider	[767, 718, 838, 719]
subheadline: FRIDAY, OCTOBER 25, 1912.	[329, 51, 438, 59]
subheadline: THE SOUTH AFRICAN TOUR.	[746, 678, 858, 686]
subheadline: PALMERSTON NORTH SHOW.	[746, 736, 859, 744]
article-paragraph: A new clause, moved by Mr. Massey, providing that receipts of the value of native land placed in the hands of the Government for settlement purposes may be advanced to native owners, was carried.	[317, 1703, 450, 1755]
article-paragraph: Mr Stuart Seddon, son of the late Prime Minister, who has been in London for a couple of months studying architecture in Paris, is to leave for New Zealand in November, says the New Zealand Times correspondent.	[43, 645, 169, 704]
article-paragraph: The New South Wales Alliance has given advice attention to the fact that the Government may be induced in the early closing proposals of the Government, and asks the reason why.	[731, 531, 873, 573]
article-paragraph: There has been a union of Montenegrin army within five miles of Servians at Scutari.	[731, 196, 873, 222]
column-6	[731, 35, 873, 2575]
subheadline: BOMBARDING TARABOSCH.	[604, 1109, 712, 1118]
divider	[350, 1140, 416, 1141]
article-paragraph: The House met at 2.30.	[324, 367, 401, 376]
article-paragraph: Mr Allen enquired as to the methods being pursued by the State Fire Insurance Department. The Department had saved £120,000 a year in the country. He desired to know whether the advances Department insisted on a policy being insured to the State Fire Office.	[317, 395, 450, 464]
article-paragraph: Preparations for the big event are now on the eve of completion, and the forthcoming Show is looked forward to with great interest. A big effort has been made by the committee to secure the best exhibits, and if the elements are favourable another success is ensured. Tickets of all the entries are not yet available, but a big advance on last year's aggregate is anticipated. Heavy entries have been received in competitions, hunters, cattle, dogs, etc., and the school and industrial divisions are a great deal ahead of last year, which was one of the biggest shows ever held at Palmerston North. The competition in the cattle classes is keener this year than ever before. The committee had already anticipated this by erecting some forty new cattle pens, but now far the spaces will barely accommodate the increase of almost one hundred entries on last year's cattle totals.	[731, 747, 873, 942]
wire-credit: (By Electric Telegraph—Copyright.) (United Press Association.)	[599, 74, 717, 91]
article-paragraph: The Venerable Archdeacon Stocker, who has been vicar of St. John's Church in Invercargill for thirty years, and is now retiring, was yesterday afternoon presented by a large gathering of citizens with a purse containing 230 sovs. Speeches of a most complimentary nature, regarding the Archdeacon's public services to Invercargill, were made by the Mayor (Mr. Scandrett), Colonel Henderson (representing the military), J. E. Watson (representing the citizens), and also by representatives of the clergy and various societies with which Archdeacon Stocker was connected. The presentation is said to be the most substantial yet made in Invercargill, and subscriptions were received without a single personal application by way of canvass being made.—Press Association.	[43, 1122, 169, 1318]
article-paragraph: Frederick Ballet Muir, who had served in the South African war, was to-day sentenced to six months' imprisonment on four charges of forgery.	[731, 1183, 873, 1217]
dateline: Hobart, October 26.	[807, 2290, 873, 2299]
article-paragraph: Mr George Hall left for Wellington this morning to meet his mother, who is arriving from Scotland by the home boat.	[43, 282, 169, 316]
divider	[487, 1376, 553, 1377]
article-paragraph: Twenty-two thousand Turks under General Hasalvey have been driven by the victorious Greeks to Serbije, and are now lodged on the east cliffs of Mount Pisra, west of the ivy torrent of Haliakmon.	[590, 815, 726, 866]
article-paragraph: At a meeting of the Waihi Hospital and Charitable Aid Board grateful reference was made to the Premier, the Hon. Mr. Rhodes and Mr. Herries and Mr Poland for assistance in the matter of a special grant of £100 to the Hospital and Charitable Aid Board. It was resolved that owing to the stringent condition of the fund the Board would be unable to assist the wives of the Waihi prisoners, who allege that the Union refuses to support them.	[455, 1261, 585, 1371]
article-paragraph: Mr. Laurenson said that Parliament, by acquiescing in the proposal would be committing a national crime. He protested against such an iniquitous clause.	[317, 1229, 450, 1271]
column-rule	[452, 35, 453, 1292]
dateline: Melbourne, October 25.	[794, 1428, 873, 1436]
article-paragraph: Sir Wm. Hall-Jones, New Zealand's late High Commissioner, is with Lady Hall-Jones, staying in London for a few days before going to Bournemouth, where they propose to stay until December 21st. Later on they return to their house at Bournemouth.	[43, 828, 169, 896]
